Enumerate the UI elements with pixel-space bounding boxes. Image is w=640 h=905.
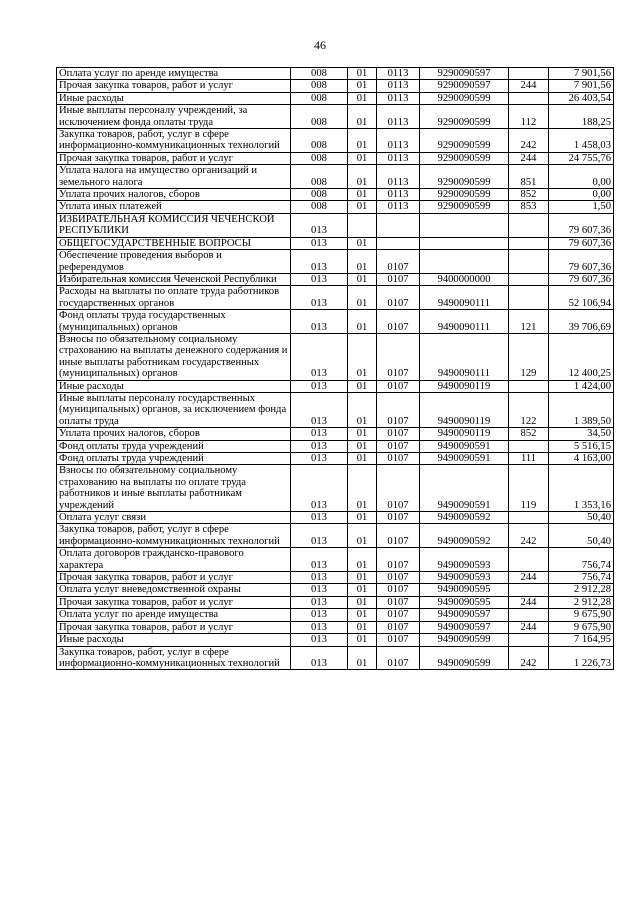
- table-row: [57, 80, 614, 92]
- row-section-code: 01: [348, 524, 377, 548]
- row-ministry-code: 013: [291, 634, 348, 646]
- table-row: [57, 453, 614, 465]
- row-name: Фонд оплаты труда учреждений: [57, 453, 291, 465]
- row-section-code: 01: [348, 201, 377, 213]
- row-name: Уплата иных платежей: [57, 201, 291, 213]
- row-ministry-code: 008: [291, 165, 348, 189]
- row-expense-type-code: [509, 440, 549, 452]
- row-amount: 756,74: [549, 548, 614, 572]
- row-name: Иные расходы: [57, 92, 291, 104]
- row-ministry-code: 013: [291, 572, 348, 584]
- row-subsection-code: 0107: [377, 548, 420, 572]
- row-section-code: 01: [348, 572, 377, 584]
- row-expense-type-code: 852: [509, 428, 549, 440]
- row-section-code: 01: [348, 380, 377, 392]
- row-target-article-code: 9490090597: [420, 621, 509, 633]
- table-row: [57, 524, 614, 548]
- row-section-code: [348, 213, 377, 237]
- row-name: Оплата услуг вневедомственной охраны: [57, 584, 291, 596]
- row-expense-type-code: [509, 250, 549, 274]
- row-amount: 34,50: [549, 428, 614, 440]
- page-number: 46: [314, 38, 326, 52]
- row-section-code: 01: [348, 92, 377, 104]
- row-target-article-code: 9490090595: [420, 596, 509, 608]
- row-subsection-code: 0107: [377, 524, 420, 548]
- row-ministry-code: 013: [291, 440, 348, 452]
- row-expense-type-code: 244: [509, 152, 549, 164]
- row-ministry-code: 013: [291, 250, 348, 274]
- row-name: Закупка товаров, работ, услуг в сфере информационно-коммуникационных технологий: [57, 129, 291, 153]
- row-name: Уплата прочих налогов, сборов: [57, 189, 291, 201]
- row-amount: 9 675,90: [549, 609, 614, 621]
- row-name: Оплата договоров гражданско-правового характера: [57, 548, 291, 572]
- table-row: [57, 201, 614, 213]
- row-amount: 756,74: [549, 572, 614, 584]
- row-expense-type-code: 244: [509, 80, 549, 92]
- row-name: Прочая закупка товаров, работ и услуг: [57, 80, 291, 92]
- row-amount: 50,40: [549, 512, 614, 524]
- table-row: [57, 152, 614, 164]
- row-subsection-code: 0107: [377, 286, 420, 310]
- table-row: [57, 392, 614, 427]
- table-row: [57, 310, 614, 334]
- row-ministry-code: 013: [291, 392, 348, 427]
- row-expense-type-code: 112: [509, 105, 549, 129]
- row-section-code: 01: [348, 129, 377, 153]
- table-row: [57, 273, 614, 285]
- row-expense-type-code: [509, 380, 549, 392]
- row-target-article-code: 9490090599: [420, 646, 509, 670]
- table-row: [57, 646, 614, 670]
- row-ministry-code: 008: [291, 129, 348, 153]
- row-amount: 24 755,76: [549, 152, 614, 164]
- row-subsection-code: 0113: [377, 201, 420, 213]
- row-section-code: 01: [348, 392, 377, 427]
- row-target-article-code: 9490090592: [420, 512, 509, 524]
- table-row: [57, 440, 614, 452]
- row-subsection-code: 0107: [377, 428, 420, 440]
- row-name: Иные выплаты персоналу государственных (муниципальных) органов, за исключением фонда оплаты труда: [57, 392, 291, 427]
- row-name: Расходы на выплаты по оплате труда работников государственных органов: [57, 286, 291, 310]
- table-row: [57, 165, 614, 189]
- row-target-article-code: 9490090591: [420, 465, 509, 512]
- row-target-article-code: 9290090599: [420, 165, 509, 189]
- row-expense-type-code: 242: [509, 524, 549, 548]
- row-amount: 1 424,00: [549, 380, 614, 392]
- row-expense-type-code: 244: [509, 621, 549, 633]
- row-section-code: 01: [348, 152, 377, 164]
- row-target-article-code: 9290090599: [420, 92, 509, 104]
- table-row: [57, 621, 614, 633]
- row-name: Иные расходы: [57, 634, 291, 646]
- row-subsection-code: 0107: [377, 380, 420, 392]
- table-row: [57, 572, 614, 584]
- row-target-article-code: 9490090597: [420, 609, 509, 621]
- row-name: Прочая закупка товаров, работ и услуг: [57, 152, 291, 164]
- row-section-code: 01: [348, 189, 377, 201]
- row-subsection-code: 0113: [377, 189, 420, 201]
- row-section-code: 01: [348, 105, 377, 129]
- row-amount: 4 163,00: [549, 453, 614, 465]
- row-target-article-code: 9490090119: [420, 392, 509, 427]
- row-ministry-code: 013: [291, 273, 348, 285]
- table-row: [57, 512, 614, 524]
- row-ministry-code: 013: [291, 609, 348, 621]
- row-amount: 7 164,95: [549, 634, 614, 646]
- row-subsection-code: 0107: [377, 465, 420, 512]
- table-body: [57, 68, 614, 670]
- row-subsection-code: 0107: [377, 453, 420, 465]
- row-amount: 26 403,54: [549, 92, 614, 104]
- row-ministry-code: 013: [291, 286, 348, 310]
- row-ministry-code: 013: [291, 584, 348, 596]
- row-subsection-code: 0113: [377, 152, 420, 164]
- row-section-code: 01: [348, 609, 377, 621]
- row-section-code: 01: [348, 634, 377, 646]
- row-section-code: 01: [348, 584, 377, 596]
- row-expense-type-code: 119: [509, 465, 549, 512]
- row-ministry-code: 013: [291, 524, 348, 548]
- row-subsection-code: 0107: [377, 333, 420, 380]
- row-target-article-code: 9490090593: [420, 572, 509, 584]
- row-expense-type-code: [509, 634, 549, 646]
- row-section-code: 01: [348, 165, 377, 189]
- row-amount: 39 706,69: [549, 310, 614, 334]
- row-amount: 79 607,36: [549, 237, 614, 249]
- row-ministry-code: 013: [291, 428, 348, 440]
- table-row: [57, 237, 614, 249]
- row-amount: 5 516,15: [549, 440, 614, 452]
- row-ministry-code: 013: [291, 465, 348, 512]
- row-name: ИЗБИРАТЕЛЬНАЯ КОМИССИЯ ЧЕЧЕНСКОЙ РЕСПУБЛИКИ: [57, 213, 291, 237]
- row-amount: 188,25: [549, 105, 614, 129]
- row-amount: 50,40: [549, 524, 614, 548]
- row-expense-type-code: 244: [509, 596, 549, 608]
- row-target-article-code: 9490090591: [420, 440, 509, 452]
- row-section-code: 01: [348, 237, 377, 249]
- row-ministry-code: 013: [291, 548, 348, 572]
- row-expense-type-code: [509, 512, 549, 524]
- row-amount: 1 389,50: [549, 392, 614, 427]
- row-target-article-code: 9290090599: [420, 152, 509, 164]
- row-amount: 7 901,56: [549, 80, 614, 92]
- row-section-code: 01: [348, 68, 377, 80]
- row-target-article-code: [420, 213, 509, 237]
- table-row: [57, 584, 614, 596]
- table-row: [57, 189, 614, 201]
- row-ministry-code: 013: [291, 512, 348, 524]
- row-expense-type-code: [509, 273, 549, 285]
- row-amount: 2 912,28: [549, 596, 614, 608]
- row-expense-type-code: 242: [509, 129, 549, 153]
- row-section-code: 01: [348, 621, 377, 633]
- row-target-article-code: 9490090119: [420, 428, 509, 440]
- row-section-code: 01: [348, 440, 377, 452]
- table-row: [57, 548, 614, 572]
- row-subsection-code: 0107: [377, 584, 420, 596]
- row-expense-type-code: 242: [509, 646, 549, 670]
- row-ministry-code: 008: [291, 92, 348, 104]
- row-expense-type-code: [509, 237, 549, 249]
- budget-table: [56, 67, 614, 670]
- row-subsection-code: 0107: [377, 273, 420, 285]
- row-expense-type-code: [509, 584, 549, 596]
- row-ministry-code: 013: [291, 380, 348, 392]
- row-target-article-code: 9490090111: [420, 286, 509, 310]
- row-expense-type-code: [509, 92, 549, 104]
- row-name: Взносы по обязательному социальному страхованию на выплаты по оплате труда работников и иные выплаты работникам учреждений: [57, 465, 291, 512]
- row-subsection-code: 0107: [377, 392, 420, 427]
- row-target-article-code: 9290090597: [420, 80, 509, 92]
- row-amount: 79 607,36: [549, 273, 614, 285]
- row-target-article-code: 9490090599: [420, 634, 509, 646]
- row-subsection-code: [377, 213, 420, 237]
- row-ministry-code: 008: [291, 189, 348, 201]
- row-section-code: 01: [348, 453, 377, 465]
- row-subsection-code: 0107: [377, 250, 420, 274]
- row-target-article-code: 9490090111: [420, 333, 509, 380]
- row-ministry-code: 008: [291, 201, 348, 213]
- row-amount: 52 106,94: [549, 286, 614, 310]
- row-section-code: 01: [348, 310, 377, 334]
- row-target-article-code: 9400000000: [420, 273, 509, 285]
- table-row: [57, 286, 614, 310]
- row-subsection-code: 0107: [377, 621, 420, 633]
- row-target-article-code: 9490090119: [420, 380, 509, 392]
- table-row: [57, 105, 614, 129]
- row-section-code: 01: [348, 548, 377, 572]
- row-expense-type-code: 122: [509, 392, 549, 427]
- row-expense-type-code: 111: [509, 453, 549, 465]
- row-section-code: 01: [348, 273, 377, 285]
- row-amount: 0,00: [549, 189, 614, 201]
- row-name: Оплата услуг по аренде имущества: [57, 68, 291, 80]
- table-row: [57, 634, 614, 646]
- row-subsection-code: 0107: [377, 440, 420, 452]
- row-subsection-code: 0113: [377, 105, 420, 129]
- row-subsection-code: 0107: [377, 512, 420, 524]
- row-name: Уплата налога на имущество организаций и земельного налога: [57, 165, 291, 189]
- row-name: Иные выплаты персоналу учреждений, за исключением фонда оплаты труда: [57, 105, 291, 129]
- row-target-article-code: 9290090597: [420, 68, 509, 80]
- row-ministry-code: 013: [291, 646, 348, 670]
- row-expense-type-code: 852: [509, 189, 549, 201]
- row-subsection-code: [377, 237, 420, 249]
- row-expense-type-code: 851: [509, 165, 549, 189]
- table-row: [57, 250, 614, 274]
- row-subsection-code: 0113: [377, 68, 420, 80]
- table-row: [57, 380, 614, 392]
- row-target-article-code: 9490090591: [420, 453, 509, 465]
- row-amount: 79 607,36: [549, 250, 614, 274]
- row-ministry-code: 013: [291, 333, 348, 380]
- row-subsection-code: 0107: [377, 572, 420, 584]
- row-expense-type-code: 853: [509, 201, 549, 213]
- row-ministry-code: 008: [291, 68, 348, 80]
- row-ministry-code: 013: [291, 453, 348, 465]
- row-subsection-code: 0113: [377, 92, 420, 104]
- row-ministry-code: 008: [291, 80, 348, 92]
- row-subsection-code: 0107: [377, 646, 420, 670]
- row-expense-type-code: [509, 548, 549, 572]
- table-row: [57, 596, 614, 608]
- row-target-article-code: 9290090599: [420, 201, 509, 213]
- row-name: Прочая закупка товаров, работ и услуг: [57, 596, 291, 608]
- row-target-article-code: [420, 250, 509, 274]
- row-ministry-code: 013: [291, 621, 348, 633]
- row-expense-type-code: [509, 609, 549, 621]
- table-row: [57, 129, 614, 153]
- row-subsection-code: 0113: [377, 80, 420, 92]
- row-section-code: 01: [348, 428, 377, 440]
- row-target-article-code: 9490090595: [420, 584, 509, 596]
- row-section-code: 01: [348, 465, 377, 512]
- row-expense-type-code: 244: [509, 572, 549, 584]
- row-subsection-code: 0107: [377, 310, 420, 334]
- row-name: Фонд оплаты труда государственных (муниципальных) органов: [57, 310, 291, 334]
- row-section-code: 01: [348, 80, 377, 92]
- row-target-article-code: 9290090599: [420, 129, 509, 153]
- row-section-code: 01: [348, 596, 377, 608]
- row-expense-type-code: [509, 286, 549, 310]
- row-name: Уплата прочих налогов, сборов: [57, 428, 291, 440]
- row-name: Оплата услуг по аренде имущества: [57, 609, 291, 621]
- row-subsection-code: 0113: [377, 165, 420, 189]
- table-row: [57, 213, 614, 237]
- table-row: [57, 92, 614, 104]
- row-expense-type-code: 129: [509, 333, 549, 380]
- row-name: Фонд оплаты труда учреждений: [57, 440, 291, 452]
- table-row: [57, 428, 614, 440]
- row-ministry-code: 013: [291, 237, 348, 249]
- row-expense-type-code: [509, 68, 549, 80]
- row-name: Обеспечение проведения выборов и референдумов: [57, 250, 291, 274]
- row-name: Избирательная комиссия Чеченской Республики: [57, 273, 291, 285]
- row-expense-type-code: 121: [509, 310, 549, 334]
- row-name: Закупка товаров, работ, услуг в сфере информационно-коммуникационных технологий: [57, 646, 291, 670]
- table-row: [57, 333, 614, 380]
- row-amount: 1 353,16: [549, 465, 614, 512]
- row-name: Закупка товаров, работ, услуг в сфере информационно-коммуникационных технологий: [57, 524, 291, 548]
- row-ministry-code: 013: [291, 310, 348, 334]
- row-section-code: 01: [348, 286, 377, 310]
- row-amount: 1 226,73: [549, 646, 614, 670]
- row-target-article-code: 9490090593: [420, 548, 509, 572]
- row-target-article-code: [420, 237, 509, 249]
- row-target-article-code: 9290090599: [420, 189, 509, 201]
- row-subsection-code: 0113: [377, 129, 420, 153]
- row-subsection-code: 0107: [377, 596, 420, 608]
- row-name: Прочая закупка товаров, работ и услуг: [57, 572, 291, 584]
- row-section-code: 01: [348, 646, 377, 670]
- row-target-article-code: 9490090111: [420, 310, 509, 334]
- row-amount: 12 400,25: [549, 333, 614, 380]
- row-target-article-code: 9490090592: [420, 524, 509, 548]
- row-ministry-code: 013: [291, 213, 348, 237]
- row-name: Иные расходы: [57, 380, 291, 392]
- table-row: [57, 609, 614, 621]
- row-name: Прочая закупка товаров, работ и услуг: [57, 621, 291, 633]
- row-amount: 7 901,56: [549, 68, 614, 80]
- row-amount: 0,00: [549, 165, 614, 189]
- row-amount: 1,50: [549, 201, 614, 213]
- row-amount: 79 607,36: [549, 213, 614, 237]
- row-amount: 1 458,03: [549, 129, 614, 153]
- row-section-code: 01: [348, 333, 377, 380]
- row-name: Взносы по обязательному социальному страхованию на выплаты денежного содержания и иные выплаты работникам государственных (муниципальных) органов: [57, 333, 291, 380]
- table-row: [57, 465, 614, 512]
- row-ministry-code: 008: [291, 152, 348, 164]
- row-expense-type-code: [509, 213, 549, 237]
- row-section-code: 01: [348, 512, 377, 524]
- row-ministry-code: 008: [291, 105, 348, 129]
- row-name: Оплата услуг связи: [57, 512, 291, 524]
- row-subsection-code: 0107: [377, 634, 420, 646]
- table-row: [57, 68, 614, 80]
- row-name: ОБЩЕГОСУДАРСТВЕННЫЕ ВОПРОСЫ: [57, 237, 291, 249]
- row-ministry-code: 013: [291, 596, 348, 608]
- row-subsection-code: 0107: [377, 609, 420, 621]
- row-amount: 9 675,90: [549, 621, 614, 633]
- row-amount: 2 912,28: [549, 584, 614, 596]
- row-section-code: 01: [348, 250, 377, 274]
- row-target-article-code: 9290090599: [420, 105, 509, 129]
